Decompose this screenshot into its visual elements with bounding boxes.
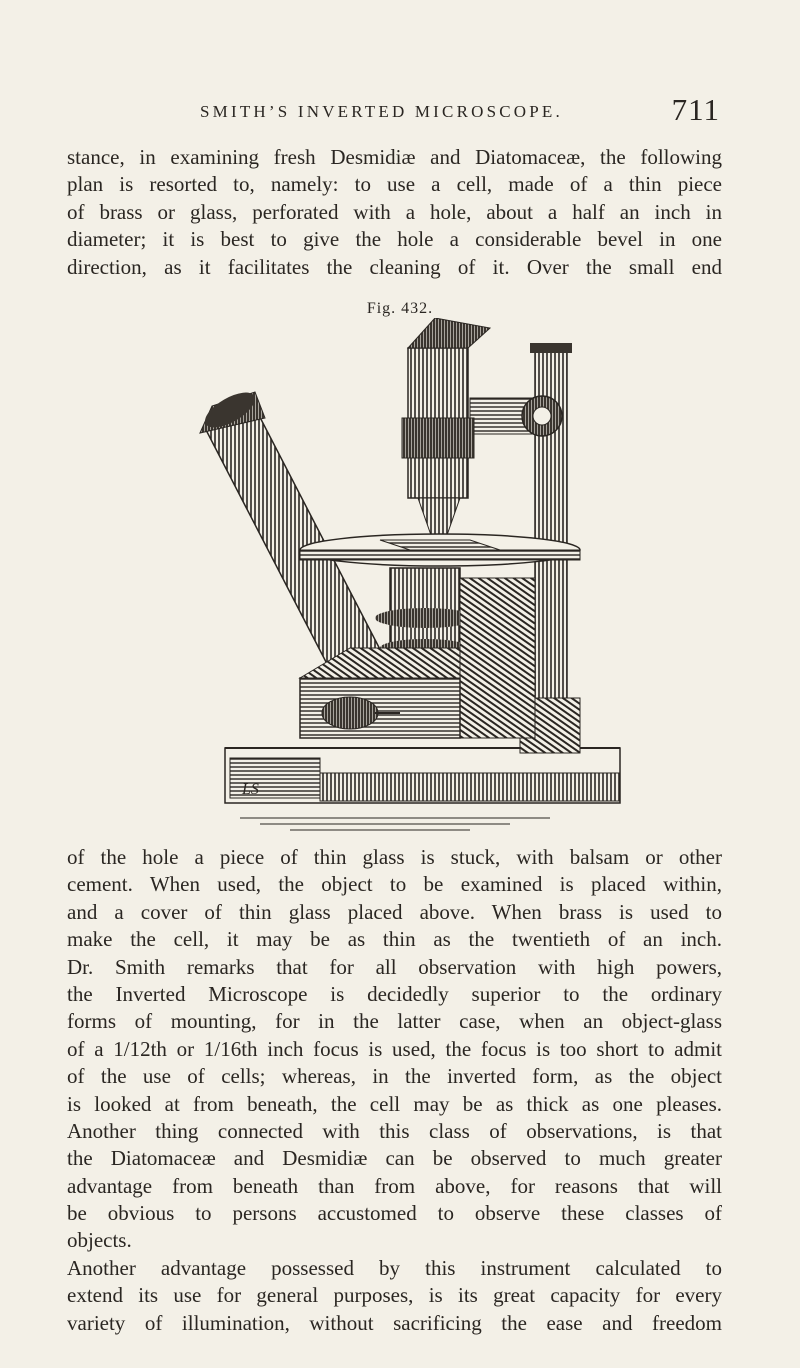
text-line: diameter; it is best to give the hole a considerable bevel in one bbox=[67, 227, 722, 252]
inverted-microscope-illustration bbox=[170, 318, 630, 840]
text-line: Another thing connected with this class of observations, is that bbox=[67, 1118, 722, 1143]
page-number: 711 bbox=[671, 92, 720, 127]
text-line: stance, in examining fresh Desmidiæ and Diatomaceæ, the following bbox=[67, 145, 722, 169]
page-header bbox=[200, 92, 720, 132]
text-line: Another advantage possessed by this instrument calculated to bbox=[67, 1255, 722, 1280]
base-shadow bbox=[240, 818, 550, 830]
text-line: is looked at from beneath, the cell may be as thick as one pleases. bbox=[67, 1091, 722, 1116]
text-line: the Inverted Microscope is decidedly superior to the ordinary bbox=[67, 981, 722, 1006]
base-plate bbox=[225, 748, 620, 803]
engraver-mark: LS bbox=[242, 781, 259, 798]
text-line: make the cell, it may be as thin as the twentieth of an inch. bbox=[67, 927, 722, 952]
text-line: of a 1/12th or 1/16th inch focus is used, the focus is too short to admit bbox=[67, 1036, 722, 1061]
text-line: advantage from beneath than from above, for reasons that will bbox=[67, 1173, 722, 1198]
text-line: of brass or glass, perforated with a hole, about a half an inch in bbox=[67, 199, 722, 224]
text-line: extend its use for general purposes, is its great capacity for every bbox=[67, 1283, 722, 1308]
text-line: plan is resorted to, namely: to use a cell, made of a thin piece bbox=[67, 172, 722, 197]
text-line: direction, as it facilitates the cleaning of it. Over the small end bbox=[67, 254, 722, 279]
paragraph-bottom bbox=[67, 844, 722, 1337]
text-line: Dr. Smith remarks that for all observation with high powers, bbox=[67, 954, 722, 979]
text-line: and a cover of thin glass placed above. When brass is used to bbox=[67, 899, 722, 924]
figure-caption: Fig. 432. bbox=[366, 300, 434, 317]
text-line: objects. bbox=[67, 1228, 132, 1253]
text-line: the Diatomaceæ and Desmidiæ can be observed to much greater bbox=[67, 1146, 722, 1171]
text-line: of the use of cells; whereas, in the inverted form, as the object bbox=[67, 1064, 722, 1089]
text-line: be obvious to persons accustomed to observe these classes of bbox=[67, 1201, 722, 1226]
text-line: cement. When used, the object to be examined is placed within, bbox=[67, 872, 722, 897]
text-line: forms of mounting, for in the latter case, when an object-glass bbox=[67, 1009, 722, 1034]
text-line: variety of illumination, without sacrificing the ease and freedom bbox=[67, 1310, 722, 1335]
microscope-figure bbox=[170, 318, 630, 840]
running-head: SMITH’S INVERTED MICROSCOPE. bbox=[200, 102, 563, 121]
upper-arm bbox=[470, 396, 562, 436]
text-line: of the hole a piece of thin glass is stuck, with balsam or other bbox=[67, 845, 722, 869]
paragraph-top bbox=[67, 144, 722, 281]
stage bbox=[300, 534, 580, 566]
